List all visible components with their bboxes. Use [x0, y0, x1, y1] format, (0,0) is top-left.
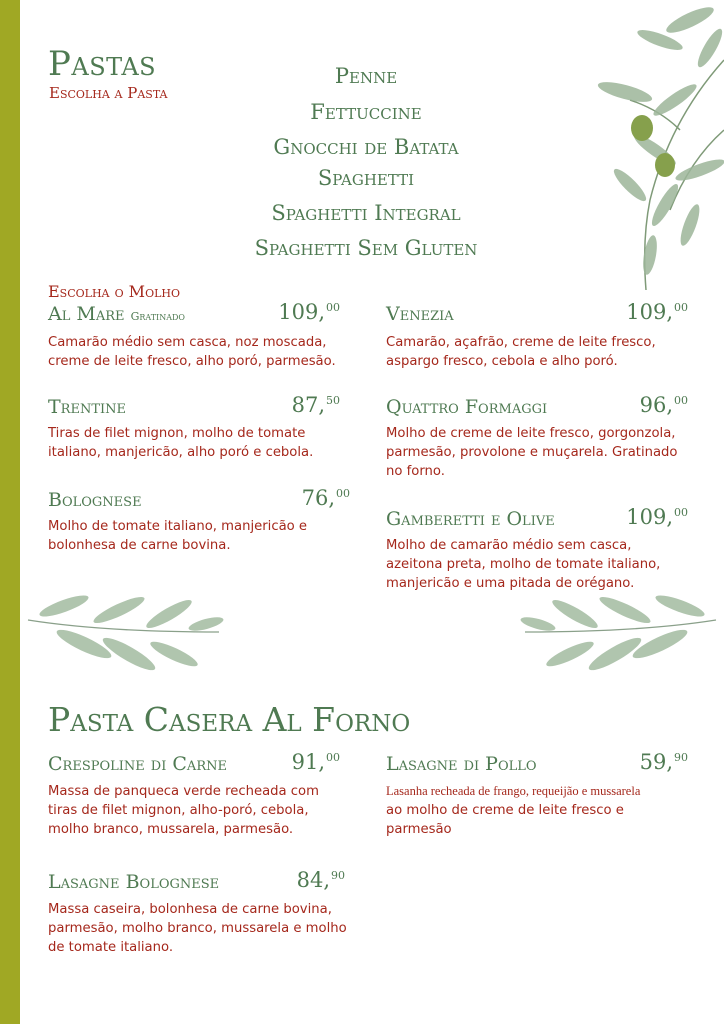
- dish-name: Crespoline di Carne: [48, 753, 227, 775]
- dish-description: Massa caseira, bolonhesa de carne bovina, parmesão, molho branco, mussarela e molho de tomate italiano.: [48, 902, 347, 955]
- dish-price: 91,00: [291, 750, 340, 774]
- side-stripe: [0, 0, 20, 1024]
- pasta-option: Spaghetti Sem Gluten: [254, 236, 478, 260]
- dish-tag: Gratinado: [130, 310, 185, 323]
- dish-price: 87,50: [291, 393, 340, 417]
- leaf-sprig-icon: [520, 592, 720, 684]
- dish-name: Lasagne di Pollo: [386, 753, 537, 775]
- pasta-option: Spaghetti: [317, 166, 415, 190]
- dish-description: Tiras de filet mignon, molho de tomate italiano, manjericão, alho poró e cebola.: [48, 426, 314, 460]
- dish-name: Al Mare Gratinado: [48, 303, 185, 325]
- dish-price: 76,00: [301, 486, 350, 510]
- dish-price: 109,00: [626, 505, 688, 529]
- dish-description: ao molho de creme de leite fresco e parmesão: [386, 803, 624, 837]
- dish-description: Camarão médio sem casca, noz moscada, creme de leite fresco, alho poró, parmesão.: [48, 335, 336, 369]
- pasta-option: Gnocchi de Batata: [273, 135, 459, 159]
- dish-description: Molho de creme de leite fresco, gorgonzola, parmesão, provolone e muçarela. Gratinado no forno.: [386, 426, 678, 479]
- pasta-option: Penne: [334, 64, 398, 88]
- dish-name: Lasagne Bolognese: [48, 871, 220, 893]
- leaf-sprig-icon: [24, 592, 224, 684]
- dish-price: 96,00: [639, 393, 688, 417]
- dish-price: 109,00: [626, 300, 688, 324]
- dish-description: Massa de panqueca verde recheada com tiras de filet mignon, alho-poró, cebola, molho branco, mussarela, parmesão.: [48, 784, 319, 837]
- dish-name: Quattro Formaggi: [386, 396, 548, 418]
- dish-price: 84,90: [296, 868, 345, 892]
- olive-branch-icon: [570, 0, 724, 300]
- section-title-al-forno: Pasta Casera Al Forno: [48, 700, 411, 739]
- dish-description: Molho de tomate italiano, manjericão e bolonhesa de carne bovina.: [48, 519, 308, 553]
- dish-price: 59,90: [639, 750, 688, 774]
- dish-name: Gamberetti e Olive: [386, 508, 555, 530]
- dish-name: Bolognese: [48, 489, 142, 511]
- dish-description-line: Lasanha recheada de frango, requeijão e mussarela: [386, 784, 641, 798]
- dish-description: Camarão, açafrão, creme de leite fresco, aspargo fresco, cebola e alho poró.: [386, 335, 656, 369]
- dish-name: Venezia: [386, 303, 454, 325]
- subtitle-escolha-pasta: Escolha a Pasta: [49, 84, 168, 102]
- dish-description: Molho de camarão médio sem casca, azeitona preta, molho de tomate italiano, manjericão e uma pitada de orégano.: [386, 538, 661, 591]
- pasta-option: Fettuccine: [310, 100, 422, 124]
- dish-name: Trentine: [48, 396, 126, 418]
- dish-price: 109,00: [278, 300, 340, 324]
- label-escolha-molho: Escolha o Molho: [48, 282, 180, 301]
- pasta-option: Spaghetti Integral: [271, 201, 461, 225]
- section-title-pastas: Pastas: [48, 44, 157, 84]
